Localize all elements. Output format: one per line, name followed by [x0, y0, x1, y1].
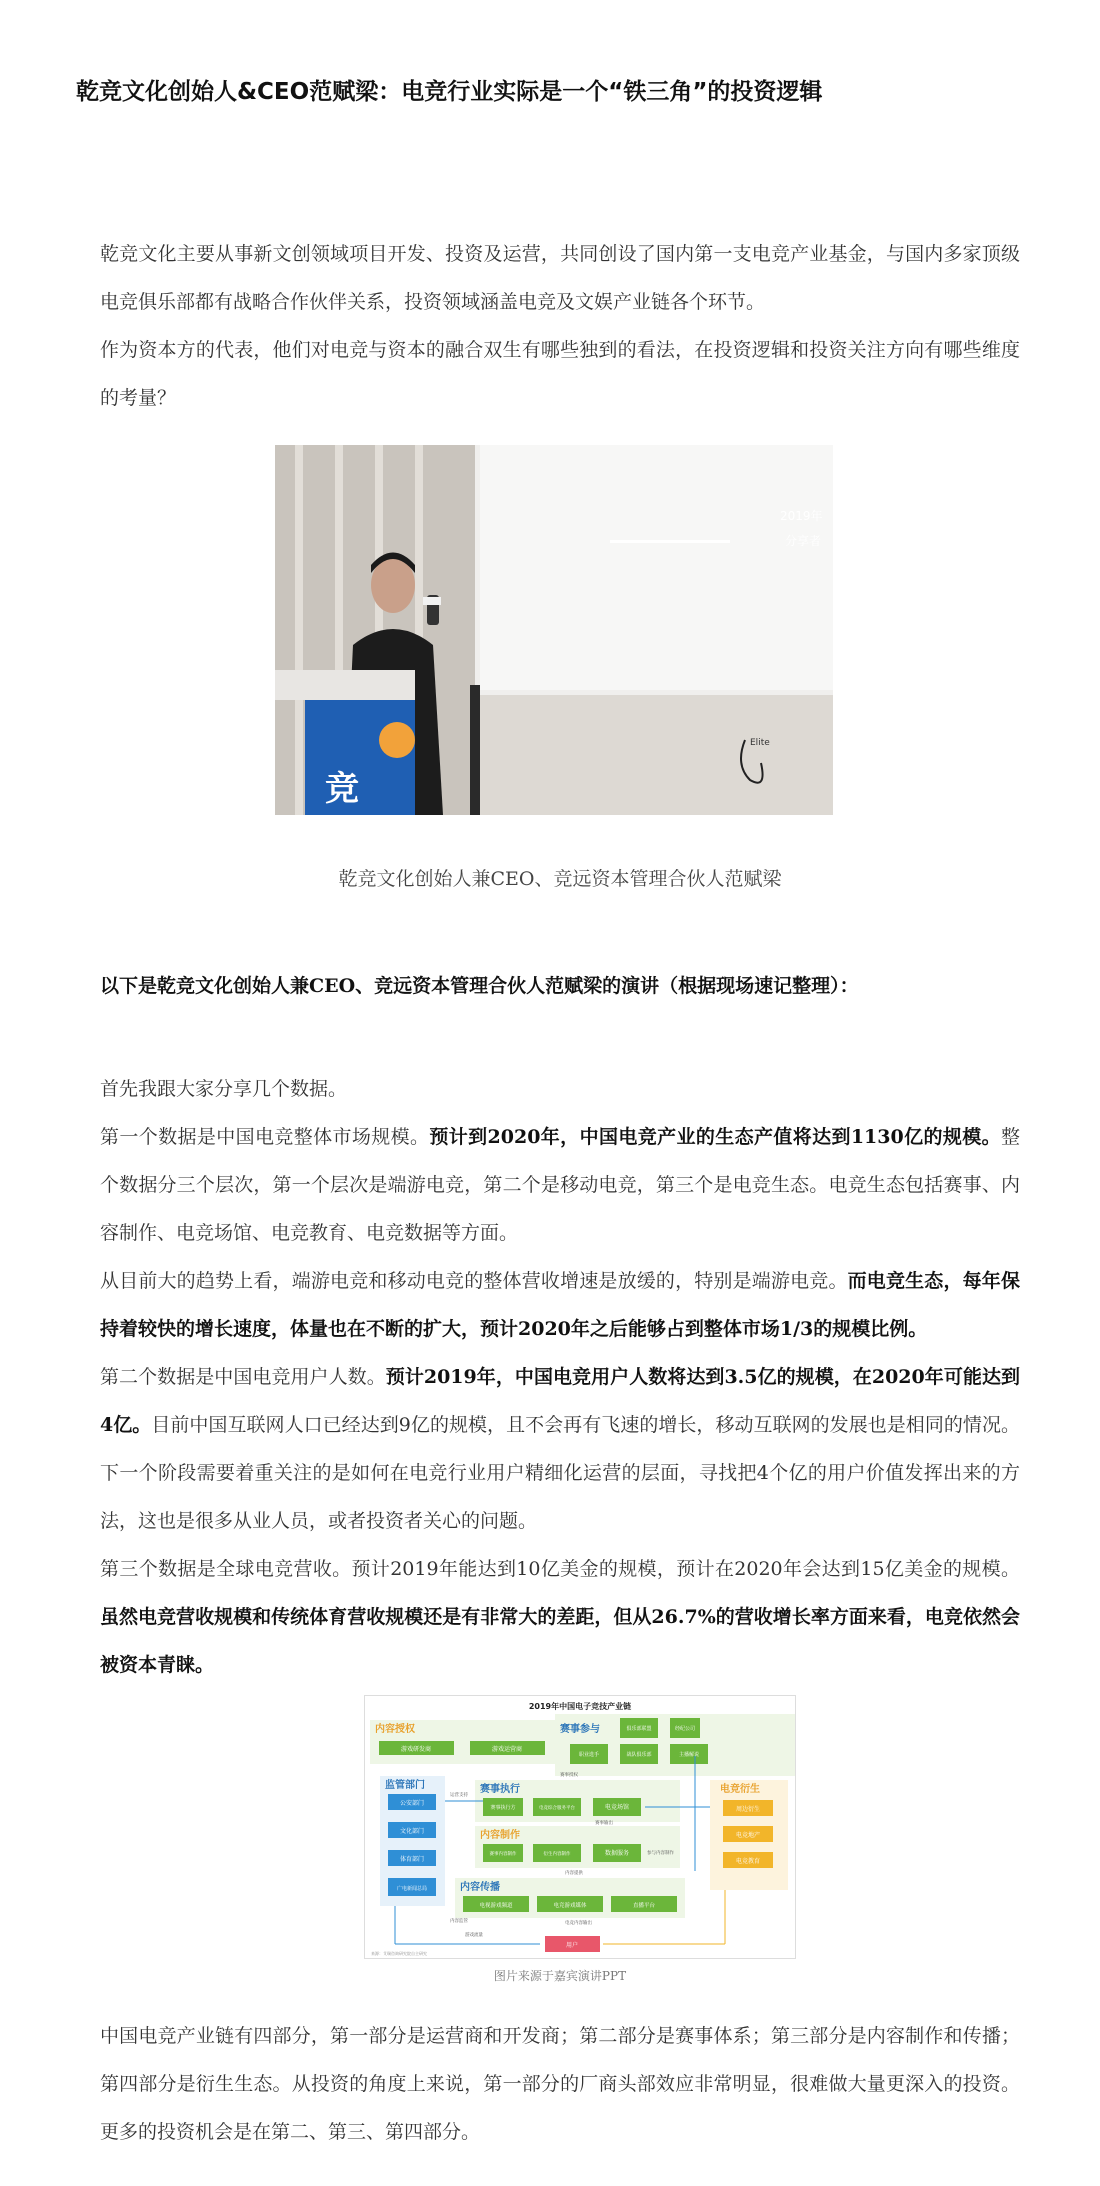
node-venue-label: 电竞场馆: [604, 1804, 630, 1811]
node-game-dev-label: 游戏研发商: [400, 1746, 432, 1753]
node-tv-channel-label: 电视游戏频道: [479, 1903, 513, 1909]
node-derivative-content-label: 衍生内容制作: [543, 1852, 571, 1857]
speaker-photo-illustration: [275, 445, 833, 815]
diagram-caption: 图片来源于嘉宾演讲PPT: [493, 1969, 627, 1983]
intro-paragraph-1: 乾竞文化主要从事新文创领域项目开发、投资及运营，共同创设了国内第一支电竞产业基金，与国内多家顶级电竞俱乐部都有战略合作伙伴关系，投资领域涵盖电竞及文娱产业链各个环节。: [100, 243, 1020, 313]
node-security-label: 公安部门: [399, 1800, 425, 1807]
podium-text: 竞: [325, 769, 359, 809]
node-organizer-label: 赛事执行方: [490, 1805, 516, 1811]
body-paragraph-3: [100, 1257, 1020, 1353]
closing-section: [100, 2012, 1020, 2156]
body-p4-b: 预计2019年，中国电竞用户人数将达到3.5亿的规模，在2020年可能达到4亿。: [100, 1366, 1020, 1436]
section-content-license: 内容授权: [375, 1724, 415, 1735]
body-p2-b: 预计到2020年，中国电竞产业的生态产值将达到1130亿的规模。: [429, 1126, 1001, 1148]
node-user-label: 用户: [565, 1942, 579, 1949]
label-content-supply: 内容提供: [565, 1871, 583, 1876]
article-title: 乾竞文化创始人&CEO范赋梁：电竞行业实际是一个“铁三角”的投资逻辑: [76, 79, 823, 105]
section-content-production: 内容制作: [480, 1830, 520, 1841]
body-section: [100, 1065, 1020, 1689]
diagram-title: 2019年中国电子竞技产业链: [528, 1702, 632, 1711]
label-event-license: 赛事授权: [560, 1773, 578, 1778]
node-broadcast-label: 广电新闻总局: [396, 1886, 428, 1892]
node-data-service-label: 数据服务: [604, 1850, 630, 1857]
node-game-media-label: 电竞游戏媒体: [553, 1903, 587, 1909]
body-p2-a: 第一个数据是中国电竞整体市场规模。: [100, 1126, 430, 1148]
photo-caption: 乾竞文化创始人兼CEO、竞远资本管理合伙人范赋梁: [338, 868, 782, 890]
node-live-platform-label: 直播平台: [632, 1903, 656, 1909]
screen-text-1: 2019年: [780, 509, 823, 523]
body-p3-b: 而电竞生态，每年保持着较快的增长速度，体量也在不断的扩大，预计2020年之后能够占到整体市场1/3的规模比例。: [100, 1270, 1020, 1340]
watermark-text: Elite: [750, 738, 770, 748]
node-agency-label: 经纪公司: [674, 1726, 696, 1732]
node-team-label: 战队俱乐部: [626, 1752, 652, 1758]
node-esports-edu-label: 电竞教育: [735, 1858, 761, 1865]
body-p5-b: 虽然电竞营收规模和传统体育营收规模还是有非常大的差距，但从26.7%的营收增长率方面来看，电竞依然会被资本青睐。: [100, 1606, 1020, 1676]
body-paragraph-2: [100, 1113, 1020, 1257]
speech-heading-wrap: [100, 962, 1020, 1010]
label-supervision: 内容监管: [450, 1919, 468, 1924]
section-regulators: 监管部门: [385, 1780, 425, 1791]
body-paragraph-4: [100, 1353, 1020, 1545]
body-p5-a: 第三个数据是全球电竞营收。预计2019年能达到10亿美金的规模，预计在2020年会达到15亿美金的规模。: [100, 1558, 1020, 1580]
speaker-photo: [275, 445, 833, 815]
body-p4-a: 第二个数据是中国电竞用户人数。: [100, 1366, 386, 1388]
body-paragraph-6: 中国电竞产业链有四部分，第一部分是运营商和开发商；第二部分是赛事体系；第三部分是内容制作和传播；第四部分是衍生生态。从投资的角度上来说，第一部分的厂商头部效应非常明显，很难做大量更深入的投资。更多的投资机会是在第二、第三、第四部分。: [100, 2025, 1020, 2143]
node-event-content-label: 赛事内容制作: [489, 1852, 517, 1857]
node-sports-label: 体育部门: [399, 1856, 425, 1863]
body-p2-c: 整个数据分三个层次，第一个层次是端游电竞，第二个是移动电竞，第三个是电竞生态。电竞生态包括赛事、内容制作、电竞场馆、电竞教育、电竞数据等方面。: [100, 1126, 1020, 1244]
label-content-output: 电竞内容输出: [565, 1921, 592, 1926]
node-esports-products-label: 电竞地产: [735, 1832, 761, 1839]
body-p4-c: 目前中国互联网人口已经达到9亿的规模，且不会再有飞速的增长，移动互联网的发展也是相同的情况。下一个阶段需要着重关注的是如何在电竞行业用户精细化运营的层面，寻找把4个亿的用户价值发挥出来的方法，这也是很多从业人员，或者投资者关心的问题。: [100, 1414, 1020, 1532]
label-game-traffic: 游戏流量: [465, 1933, 483, 1938]
label-participation: 参与内容制作: [647, 1851, 674, 1856]
body-paragraph-1: 首先我跟大家分享几个数据。: [100, 1078, 348, 1100]
label-event-output: 赛事输出: [595, 1821, 613, 1826]
node-club-alliance-label: 俱乐部联盟: [626, 1726, 652, 1732]
section-event-participation: 赛事参与: [560, 1724, 600, 1735]
section-derivatives: 电竞衍生: [720, 1784, 760, 1795]
intro-section: [100, 230, 1020, 422]
label-op-support: 运营支持: [450, 1793, 468, 1798]
section-content-distribution: 内容传播: [460, 1882, 500, 1893]
body-p3-a: 从目前大的趋势上看，端游电竞和移动电竞的整体营收增速是放缓的，特别是端游电竞。: [100, 1270, 848, 1292]
industry-chain-diagram: [364, 1695, 796, 1959]
node-surroundings-label: 周边衍生: [735, 1806, 761, 1813]
section-event-execution: 赛事执行: [480, 1784, 520, 1795]
diagram-source: 来源：艾瑞咨询研究院自主研究: [371, 1951, 427, 1956]
node-pro-player-label: 职业选手: [578, 1752, 600, 1758]
intro-paragraph-2: 作为资本方的代表，他们对电竞与资本的融合双生有哪些独到的看法，在投资逻辑和投资关注方向有哪些维度的考量？: [100, 339, 1020, 409]
body-paragraph-5: [100, 1545, 1020, 1689]
node-platform-label: 电竞综合服务平台: [539, 1806, 575, 1811]
node-culture-label: 文化部门: [399, 1828, 425, 1835]
speech-heading: 以下是乾竞文化创始人兼CEO、竞远资本管理合伙人范赋梁的演讲（根据现场速记整理）：: [100, 975, 859, 997]
node-game-op-label: 游戏运营商: [491, 1746, 523, 1753]
screen-text-2: 分享者: [785, 534, 822, 548]
node-host-label: 主播解说: [678, 1752, 700, 1758]
